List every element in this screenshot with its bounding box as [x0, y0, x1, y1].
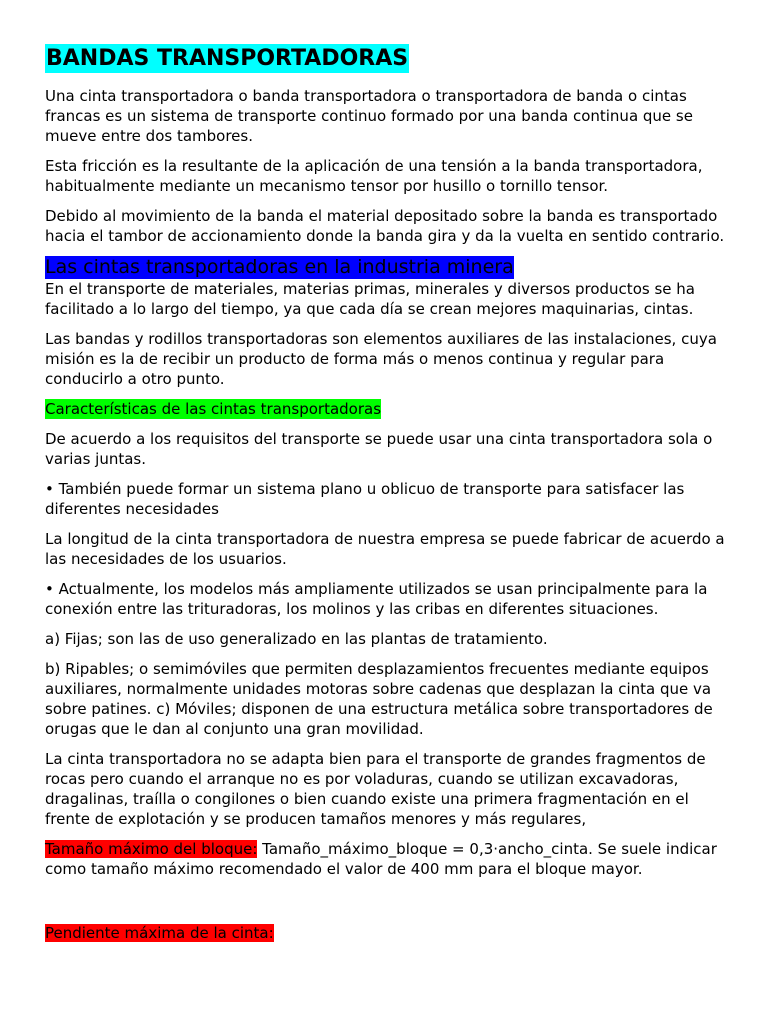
feature-paragraph: La cinta transportadora no se adapta bien para el transporte de grandes fragmentos de rocas pero cuando el arranque no es por voladuras, cuando se utilizan excavadoras, dragalinas, traílla o congilones o bien cuando existe una primera fragmentación en el frente de explotación y se producen tamaños menores y más regulares,: [45, 750, 706, 828]
spacer: [45, 889, 725, 923]
intro-paragraph: Una cinta transportadora o banda transportadora o transportadora de banda o cintas francas es un sistema de transporte continuo formado por una banda continua que se mueve entre dos tambores.: [45, 87, 693, 145]
slope-label: Pendiente máxima de la cinta:: [45, 924, 274, 942]
section-heading: Las cintas transportadoras en la industria minera: [45, 256, 514, 278]
feature-paragraph: De acuerdo a los requisitos del transporte se puede usar una cinta transportadora sola o varias juntas.: [45, 430, 713, 468]
feature-paragraph: • También puede formar un sistema plano u oblicuo de transporte para satisfacer las diferentes necesidades: [45, 480, 685, 518]
intro-paragraph: Esta fricción es la resultante de la aplicación de una tensión a la banda transportadora, habitualmente mediante un mecanismo tensor por husillo o tornillo tensor.: [45, 157, 703, 195]
feature-paragraph: b) Ripables; o semimóviles que permiten desplazamientos frecuentes mediante equipos auxiliares, normalmente unidades motoras sobre cadenas que desplazan la cinta que va sobre patines. c) Móviles; disponen de una estructura metálica sobre transportadores de orugas que le dan al conjunto una gran movilidad.: [45, 660, 713, 738]
block-size-paragraph: [45, 839, 725, 879]
block-size-label: Tamaño máximo del bloque:: [45, 840, 258, 858]
feature-paragraph: a) Fijas; son las de uso generalizado en las plantas de tratamiento.: [45, 630, 548, 648]
section-paragraph: En el transporte de materiales, materias primas, minerales y diversos productos se ha facilitado a lo largo del tiempo, ya que cada día se crean mejores maquinarias, cintas.: [45, 280, 695, 318]
feature-paragraph: La longitud de la cinta transportadora de nuestra empresa se puede fabricar de acuerdo a las necesidades de los usuarios.: [45, 530, 725, 568]
block-size-text: Tamaño_máximo_bloque = 0,3·ancho_cinta. Se suele indicar como tamaño máximo recomendado el valor de 400 mm para el bloque mayor.: [45, 840, 717, 878]
document-page: [45, 44, 725, 953]
intro-paragraph: Debido al movimiento de la banda el material depositado sobre la banda es transportado hacia el tambor de accionamiento donde la banda gira y da la vuelta en sentido contrario.: [45, 207, 725, 245]
document-title: BANDAS TRANSPORTADORAS: [46, 46, 409, 71]
feature-paragraph: • Actualmente, los modelos más ampliamente utilizados se usan principalmente para la conexión entre las trituradoras, los molinos y las cribas en diferentes situaciones.: [45, 580, 708, 618]
section-paragraph: Las bandas y rodillos transportadoras son elementos auxiliares de las instalaciones, cuya misión es la de recibir un producto de forma más o menos continua y regular para conducirlo a otro punto.: [45, 330, 717, 388]
subheading: Características de las cintas transportadoras: [45, 400, 382, 418]
